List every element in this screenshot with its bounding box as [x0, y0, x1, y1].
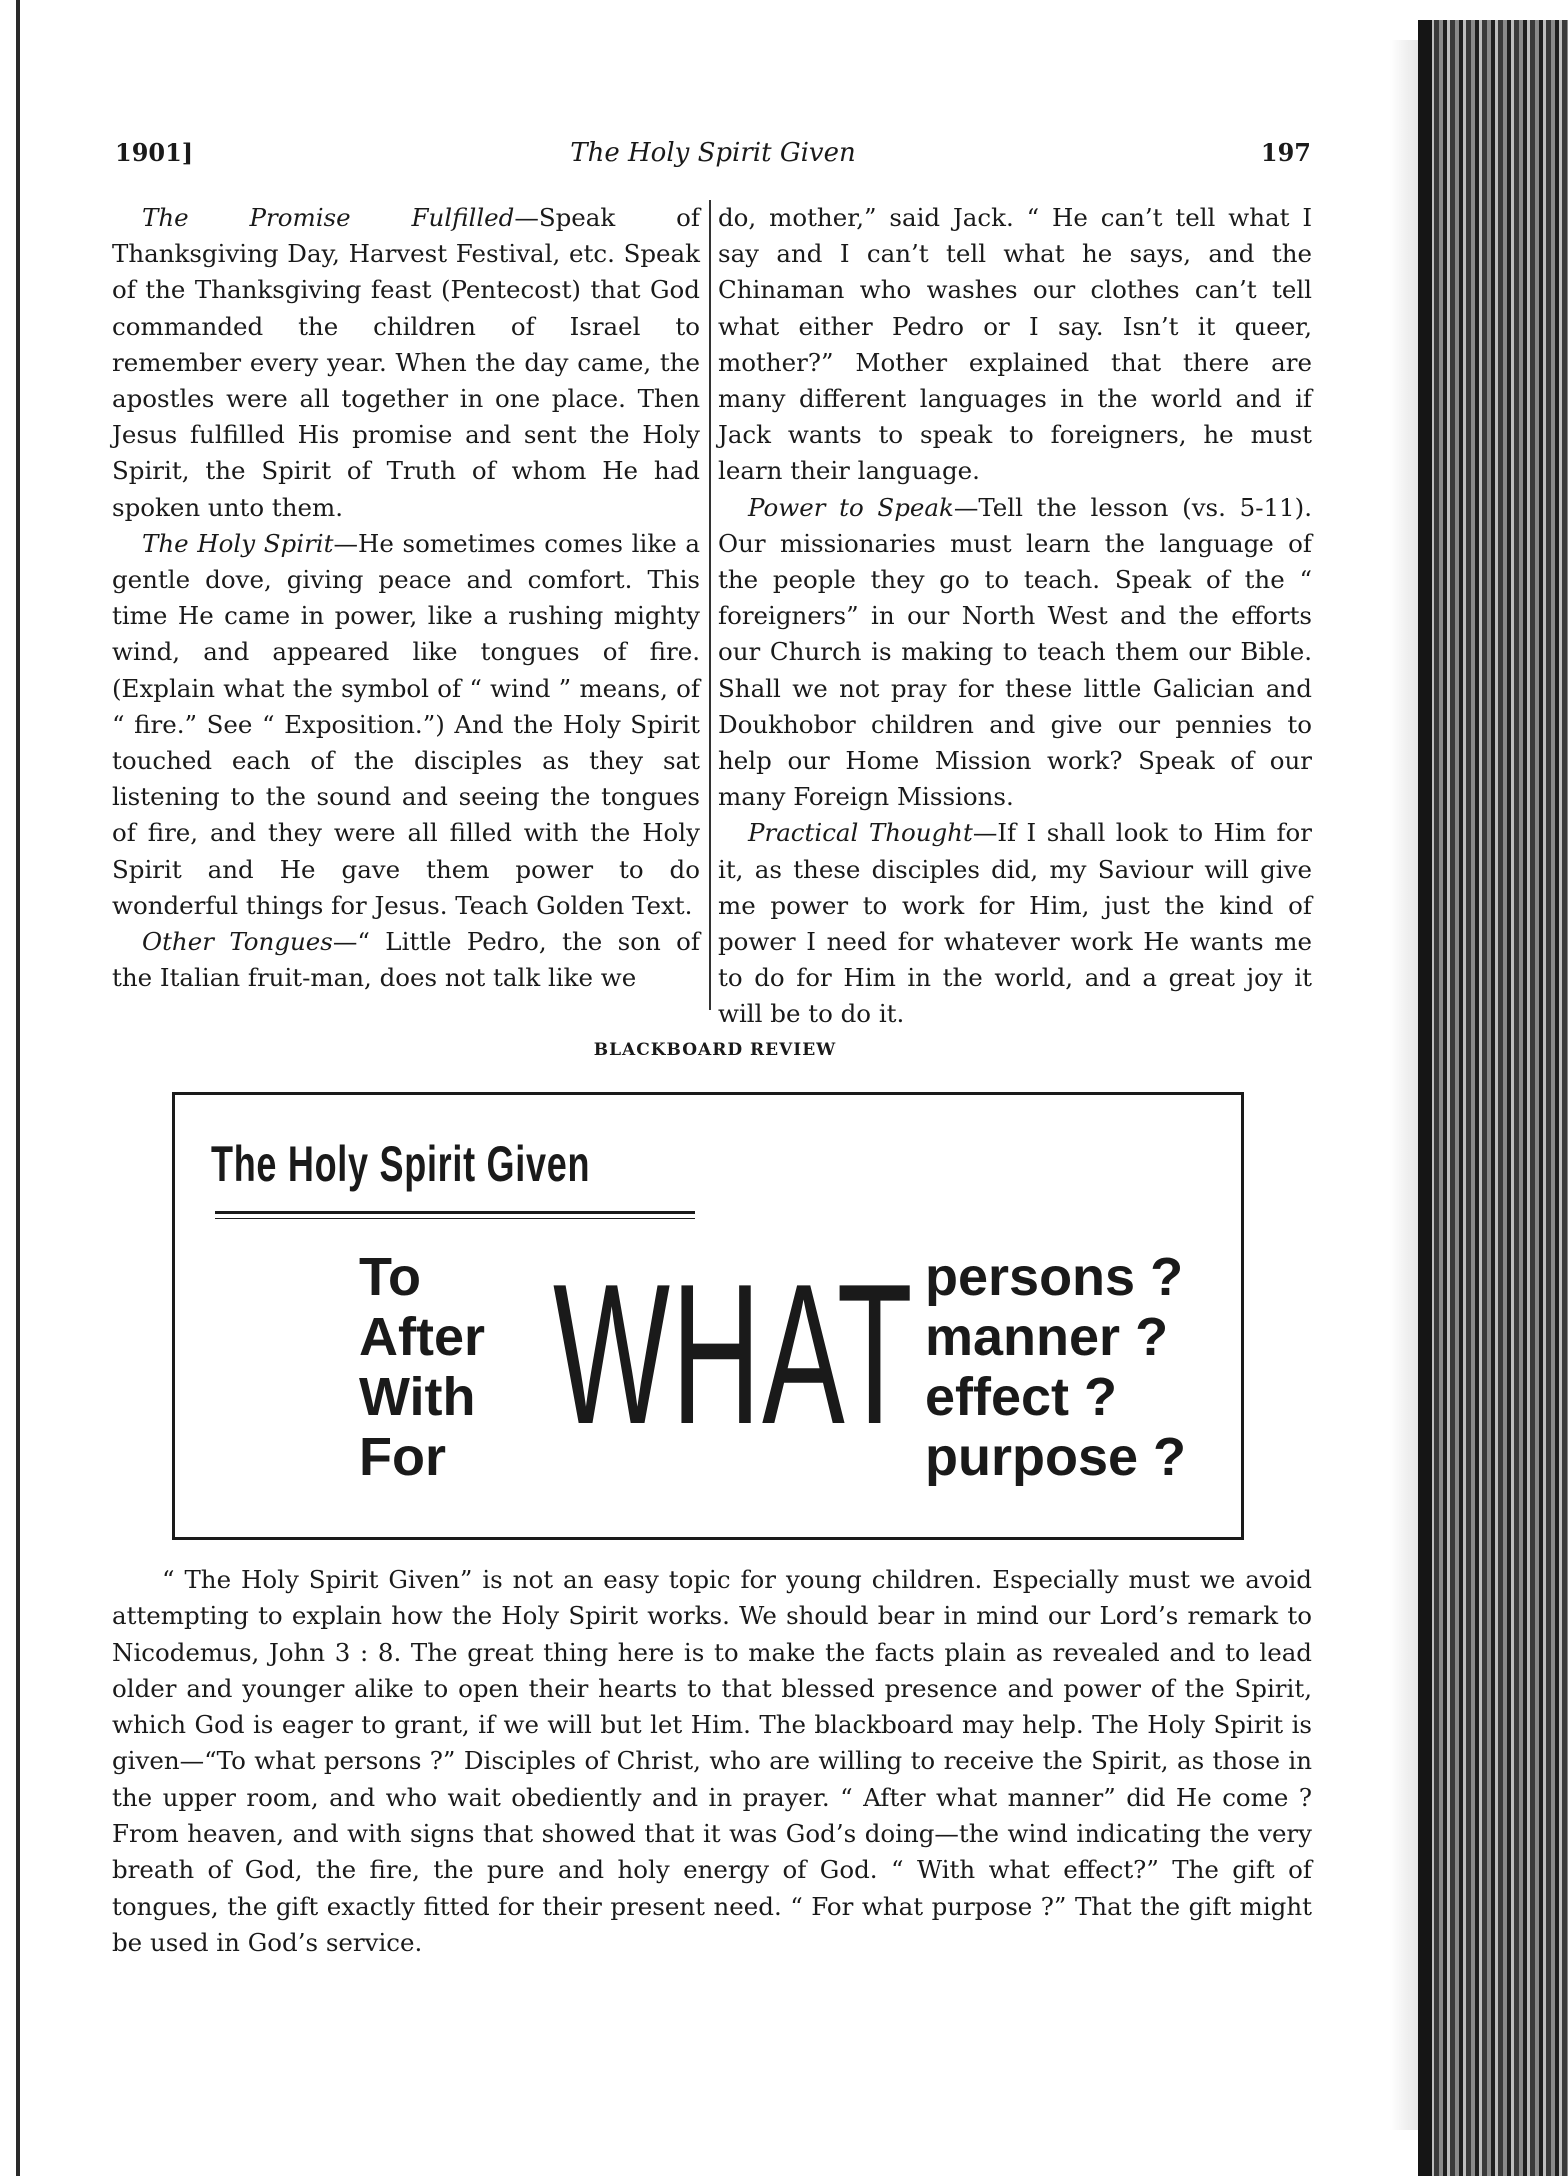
right-word: manner ? [925, 1307, 1169, 1367]
paragraph-text: —Speak of Thanksgiving Day, Harvest Festival, etc. Speak of the Thanksgiving feast (Pentecost) that God commanded the children of Israel to remember every year. When the day came, the apostles were all together in one place. Then Jesus fulfilled His promise and sent the Holy Spirit, the Spirit of Truth of whom He had spoken unto them. [112, 203, 700, 522]
book-binding-edge [1418, 20, 1432, 2176]
paragraph [718, 490, 1312, 816]
title-underline-thin [215, 1218, 695, 1219]
paragraph [718, 815, 1312, 1032]
paragraph-lead: Other Tongues [142, 927, 333, 957]
paragraph [112, 200, 700, 526]
paragraph-lead: The Promise Fulfilled [142, 203, 515, 232]
blackboard-heading: BLACKBOARD REVIEW [593, 1040, 837, 1060]
blackboard-box [172, 1092, 1244, 1540]
closing-section [112, 1562, 1312, 1961]
page-number: 197 [1260, 138, 1311, 167]
paragraph-lead: Power to Speak [748, 492, 954, 522]
paragraph [112, 924, 700, 996]
paragraph [112, 526, 700, 924]
paragraph-lead: Practical Thought [748, 818, 973, 848]
paragraph-continued: do, mother,” said Jack. “ He can’t tell what I say and I can’t tell what he says, and the Chinaman who washes our clothes can’t tell what either Pedro or I say. Isn’t it queer, mother?” Mother explained that there are many different languages in the world and if Jack wants to speak to foreigners, he must learn their language. [718, 203, 1312, 486]
gutter-rule [16, 0, 20, 2176]
left-column [112, 200, 700, 996]
paragraph-text: —“ Little Pedro, the son of the Italian fruit-man, does not talk like we [112, 927, 700, 993]
paragraph-text: —He sometimes comes like a gentle dove, giving peace and comfort. This time He came in power, like a rushing mighty wind, and appeared like tongues of fire. (Explain what the symbol of “ wind ” means, of “ fire.” See “ Exposition.”) And the Holy Spirit touched each of the disciples as they sat listening to the sound and seeing the tongues of fire, and they were all filled with the Holy Spirit and He gave them power to do wonderful things for Jesus. Teach Golden Text. [112, 528, 700, 920]
header-year: 1901] [115, 138, 194, 167]
blackboard-title: The Holy Spirit Given [211, 1136, 591, 1192]
paragraph-text: —Tell the lesson (vs. 5-11). Our missionaries must learn the language of the people they go to teach. Speak of the “ foreigners” in our North West and the efforts our Church is making to teach them our Bible. Shall we not pray for these little Galician and Doukhobor children and give our pennies to help our Home Mission work? Speak of our many Foreign Missions. [718, 492, 1312, 812]
left-word: After [359, 1307, 486, 1367]
page-shadow [1390, 40, 1418, 2130]
title-underline [215, 1211, 695, 1214]
right-word: purpose ? [925, 1427, 1187, 1487]
center-word: WHAT [553, 1243, 914, 1466]
book-page-edges [1418, 20, 1568, 2176]
right-word: persons ? [925, 1247, 1184, 1307]
closing-paragraph: “ The Holy Spirit Given” is not an easy topic for young children. Especially must we avoid attempting to explain how the Holy Spirit works. We should bear in mind our Lord’s remark to Nicodemus, John 3 : 8. The great thing here is to make the facts plain as revealed and to lead older and younger alike to open their hearts to that blessed presence and power of the Spirit, which God is eager to grant, if we will but let Him. The blackboard may help. The Holy Spirit is given—“To what persons ?” Disciples of Christ, who are willing to receive the Spirit, as those in the upper room, and who wait obediently and in prayer. “ After what manner” did He come ? From heaven, and with signs that showed that it was God’s doing—the wind indicating the very breath of God, the fire, the pure and holy energy of God. “ With what effect?” The gift of tongues, the gift exactly fitted for their present need. “ For what purpose ?” That the gift might be used in God’s service. [112, 1565, 1312, 1957]
right-word: effect ? [925, 1367, 1118, 1427]
paragraph-lead: The Holy Spirit [142, 528, 334, 558]
paragraph-text: —If I shall look to Him for it, as these disciples did, my Saviour will give me power to work for Him, just the kind of power I need for whatever work He wants me to do for Him in the world, and a great joy it will be to do it. [718, 818, 1312, 1029]
right-word-list [925, 1247, 1186, 1487]
left-word: With [359, 1367, 476, 1427]
left-word: To [359, 1247, 421, 1307]
column-divider [709, 200, 711, 1010]
right-column [718, 200, 1312, 1033]
left-word-list [359, 1247, 485, 1487]
header-title: The Holy Spirit Given [570, 138, 856, 168]
left-word: For [359, 1427, 446, 1487]
running-head [115, 138, 1311, 178]
